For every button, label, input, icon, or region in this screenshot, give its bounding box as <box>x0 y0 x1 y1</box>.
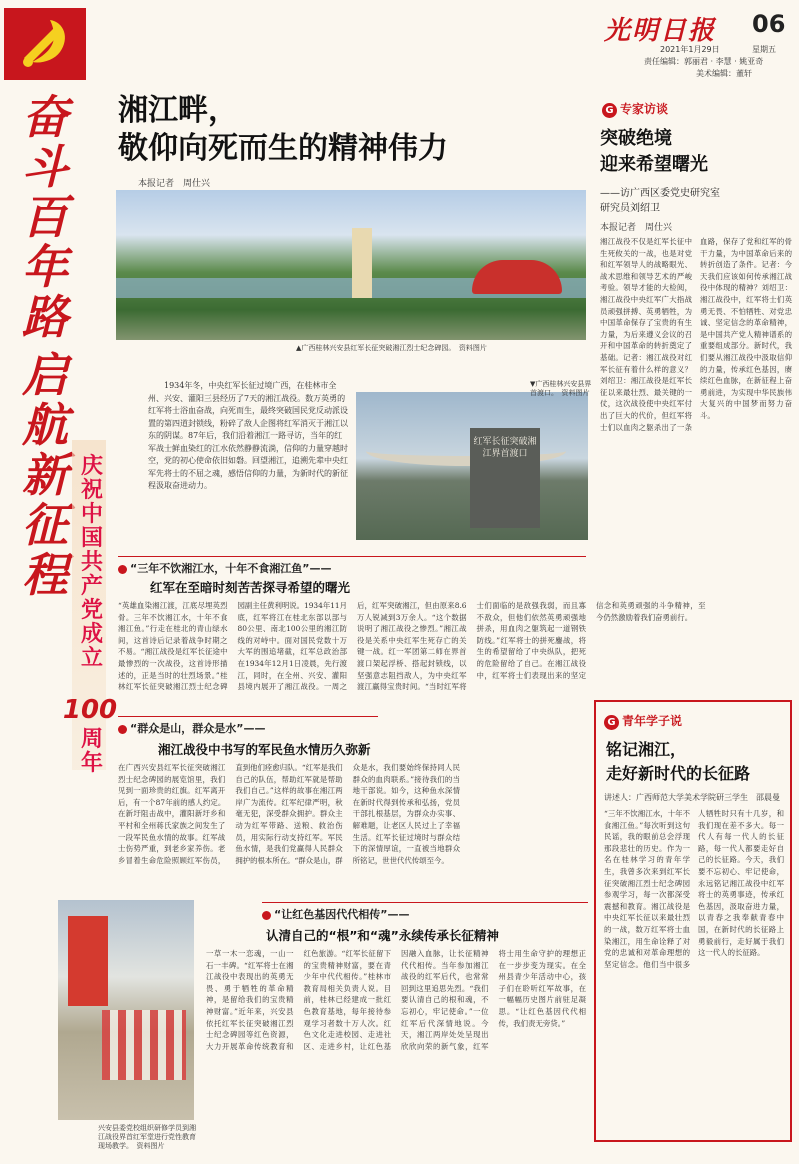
interview-text: 湘江战役不仅是红军长征中生死攸关的一战，也是对党和红军领导人的战略眼光、战术思维和领导艺术的严峻考验。领导才能的大检阅，湘江战役中央红军广大指战员顽强拼搏、英勇牺牲，为中国革命保存了宝贵的有生力量，为后来遵义会议的召开和中国革命的转折奠定了基础。记者：湘江战役对红军长征有着什么样的意义？刘绍卫：湘江战役是红军长征以来最壮烈、最关键的一仗，这次战役使中央红军付出了巨大的代价，但红军将士们以血肉之躯杀出了一条血路，保存了党和红军的骨干力量，为中国革命后来的转折创造了条件。记者：今天我们应该如何传承湘江战役中体现的精神？刘绍卫：湘江战役中，红军将士们英勇无畏、不怕牺牲、对党忠诚、坚定信念的革命精神，是中国共产党人精神谱系的重要组成部分。新时代，我们要从湘江战役中汲取信仰的力量，传承红色基因，赓续红色血脉，在新征程上奋勇前进，为实现中华民族伟大复兴的中国梦而努力奋斗。 <box>600 237 792 432</box>
interview-tag: G 专家访谈 <box>602 100 668 118</box>
stele-text: 红军长征突破湘江界首渡口 <box>470 428 540 528</box>
interview-sub-1: ——访广西区委党史研究室 <box>600 188 720 199</box>
section3-kicker: “让红色基因代代相传”—— <box>262 906 409 922</box>
section2-kicker: “群众是山，群众是水”—— <box>118 720 265 736</box>
youth-title <box>606 738 786 786</box>
section2-text: 在广西兴安县红军长征突破湘江烈士纪念碑园的展览馆里，我们见到一面珍贵的红旗。红军离开后，有一个87年前的感人约定。在新圩阻击战中，灌阳新圩乡和平村和全州蒋氏家族之间发生了一段军民鱼水情的故事。红军战士伤势严重，到老乡家养伤。老乡冒着生命危险照顾红军伤员，直到他们痊愈归队。“红军是我们自己的队伍，帮助红军就是帮助我们自己。”这样的故事在湘江两岸广为流传。红军纪律严明，秋毫无犯，深受群众拥护。群众主动为红军带路、送粮、救治伤员，用实际行动支持红军。军民鱼水情，是我们党赢得人民群众拥护的根本所在。“群众是山，群众是水，我们要始终保持同人民群众的血肉联系。”接待我们的当地干部说。如今，这种鱼水深情在新时代得到传承和弘扬，党员干部扎根基层，为群众办实事、解难题，让老区人民过上了幸福生活。红军长征过境时与群众结下的深情厚谊，一直被当地群众所铭记，世世代代传颂至今。 <box>118 763 460 865</box>
section2-rule <box>118 716 378 717</box>
main-headline <box>118 92 548 168</box>
interview-title <box>600 126 786 178</box>
youth-title-1: 铭记湘江， <box>606 740 687 759</box>
section1-kicker: “三年不饮湘江水，十年不食湘江鱼”—— <box>118 560 331 576</box>
banner-sub: 庆祝中国共产党成立 <box>80 454 103 671</box>
party-emblem-icon <box>4 8 86 80</box>
issue-weekday: 星期五 <box>752 45 776 54</box>
headline-line2: 敬仰向死而生的精神伟力 <box>118 131 448 166</box>
newspaper-name: 光明日报 <box>604 16 717 46</box>
section3-text: 一草一木一恋魂，一山一石一丰碑。“红军将士在湘江战役中表现出的英勇无畏、勇于牺牲的革命精神，是留给我们的宝贵精神财富。”近年来，兴安县依托红军长征突破湘江烈士纪念碑园等红色资源，大力开展革命传统教育和红色旅游。“红军长征留下的宝贵精神财富，要在青少年中代代相传。”桂林市教育局相关负责人说。目前，桂林已经建成一批红色教育基地，每年接待参观学习者数十万人次。红色文化走进校园、走进社区、走进乡村，让红色基因融入血脉，让长征精神代代相传。当年参加湘江战役的红军后代，也常常回到这里追思先烈。“我们要认清自己的根和魂，不忘初心，牢记使命。”一位红军后代深情地说。今天，湘江两岸处处呈现出欣欣向荣的新气象，红军将士用生命守护的理想正在一步步变为现实。在全州县青少年活动中心，孩子们在聆听红军故事，在一幅幅历史图片前驻足凝思。“让红色基因代代相传，我们责无旁贷。” <box>206 949 586 1051</box>
editors: 责任编辑：郭丽君 · 李慧 · 姚亚奇 <box>644 57 764 66</box>
issue-date: 2021年1月29日 <box>660 45 720 54</box>
headline-line1: 湘江畔， <box>118 93 238 128</box>
interview-title-2: 迎来希望曙光 <box>600 154 708 175</box>
interview-sub-2: 研究员刘绍卫 <box>600 203 660 214</box>
education-photo-caption: 兴安县委党校组织研修学员到湘江战役界首红军堂进行党性教育现场教学。 资料图片 <box>98 1124 196 1150</box>
interview-byline: 本报记者 周仕兴 <box>600 223 673 233</box>
monument-photo <box>116 190 586 340</box>
section1-rule <box>118 556 586 557</box>
youth-title-2: 走好新时代的长征路 <box>606 764 751 783</box>
interview-title-1: 突破绝境 <box>600 128 672 149</box>
banner-number: 100 <box>62 695 118 725</box>
art-editor: 美术编辑：董轩 <box>696 69 752 78</box>
bridge-photo-caption: ▼广西桂林兴安县界首渡口。 资料图片 <box>530 380 592 397</box>
section2-title: 湘江战役中书写的军民鱼水情历久弥新 <box>158 742 371 757</box>
youth-tag: G 青年学子说 <box>604 712 682 730</box>
banner-suffix: 周年 <box>80 727 103 776</box>
main-byline: 本报记者 周仕兴 <box>138 179 211 189</box>
banner-line2: 启航新征程 <box>22 348 68 602</box>
g-logo-icon: G <box>604 715 619 730</box>
section3-title: 认清自己的“根”和“魂”永续传承长征精神 <box>266 928 499 943</box>
page-number: 06 <box>752 10 786 38</box>
intro-text: 1934年冬，中央红军长征过境广西，在桂林市全州、兴安、灌阳三县经历了7天的湘江战役。数万英勇的红军将士浴血奋战，向死而生，最终突破国民党反动派设置的第四道封锁线，粉碎了敌人企图将红军消灭于湘江以东的阴谋。87年后，我们沿着湘江一路寻访，当年的红军战士鲜血染红的江水依然静静流淌，信仰的力量穿越时空，党的初心使命依旧如磐。回望湘江，追溯先辈中央红军先将士的不屈之魂，感悟信仰的力量，为新时代的新征程汲取奋进动力。 <box>148 381 348 490</box>
banner-line1: 奋斗百年路 <box>22 90 68 344</box>
youth-byline: 讲述人：广西师范大学美术学院研三学生 邵晨曼 <box>604 793 780 802</box>
interview-subtitle <box>600 186 786 216</box>
section3-rule <box>262 902 588 903</box>
bridge-photo <box>356 392 588 540</box>
g-logo-icon: G <box>602 103 617 118</box>
section1-text: “英雄血染湘江渡，江底尽埋英烈骨。三年不饮湘江水，十年不食湘江鱼。”行走在桂北的青山绿水间，这首诗后记录着战争时期之不易。“湘江战役是红军长征途中最惨烈的一次战役，这首诗形描述的，正是当时的壮烈场景。”桂林红军长征突破湘江烈士纪念碑园副主任黄利明说。1934年11月底，红军将江在桂北东部以部与80公里、南北100公里的湘江防线的对峙中。面对国民党数十万大军的围追堵截，红军总政治部在1934年12月1日凌晨，先行渡江，同时，在全州、兴安、灌阳县境内展开了湘江战役。一周之后，红军突破湘江，但由原来8.6万人锐减到3万余人。“这个数据说明了湘江战役之惨烈。”湘江战役是关系中央红军生死存亡的关键一战。红一军团第二师在界首渡口架起浮桥、搭起封锁线，以坚强意志阻挡敌人，为中央红军渡江赢得宝贵时间。“当时红军将士们面临的是敌强我弱，而且寡不敌众，但他们依然英勇顽强地拼杀，用血肉之躯筑起一道钢铁防线。”红军将士的拼死鏖战，将生的希望留给了中央纵队，把死的危险留给了自己。在湘江战役中，红军将士们表现出来的坚定信念和英勇顽强的斗争精神，至今仍然激励着我们奋勇前行。 <box>118 601 706 692</box>
education-photo <box>58 900 194 1120</box>
monument-photo-caption: ▲广西桂林兴安县红军长征突破湘江烈士纪念碑园。 资料图片 <box>296 344 487 352</box>
youth-text: “三年不饮湘江水，十年不食湘江鱼。”每次听到这句民谣，我的眼前总会浮现那段悲壮的历史。作为一名在桂林学习的青年学生，我曾多次来到红军长征突破湘江烈士纪念碑园参观学习，每一次都深受震撼和教育。湘江战役是中央红军长征以来最壮烈的一战，数万红军将士血染湘江，用生命诠释了对党的忠诚和对革命理想的坚定信念。他们当中很多人牺牲时只有十几岁，和我们现在差不多大。每一代人有每一代人的长征路，每一代人都要走好自己的长征路。今天，我们要不忘初心、牢记使命，永远铭记湘江战役中红军将士的英勇事迹，传承红色基因，汲取奋进力量，以青春之我奉献青春中国，在新时代的长征路上勇毅前行，走好属于我们这一代人的长征路。 <box>604 809 784 969</box>
section1-title: 红军在至暗时刻苦苦探寻希望的曙光 <box>150 580 351 595</box>
